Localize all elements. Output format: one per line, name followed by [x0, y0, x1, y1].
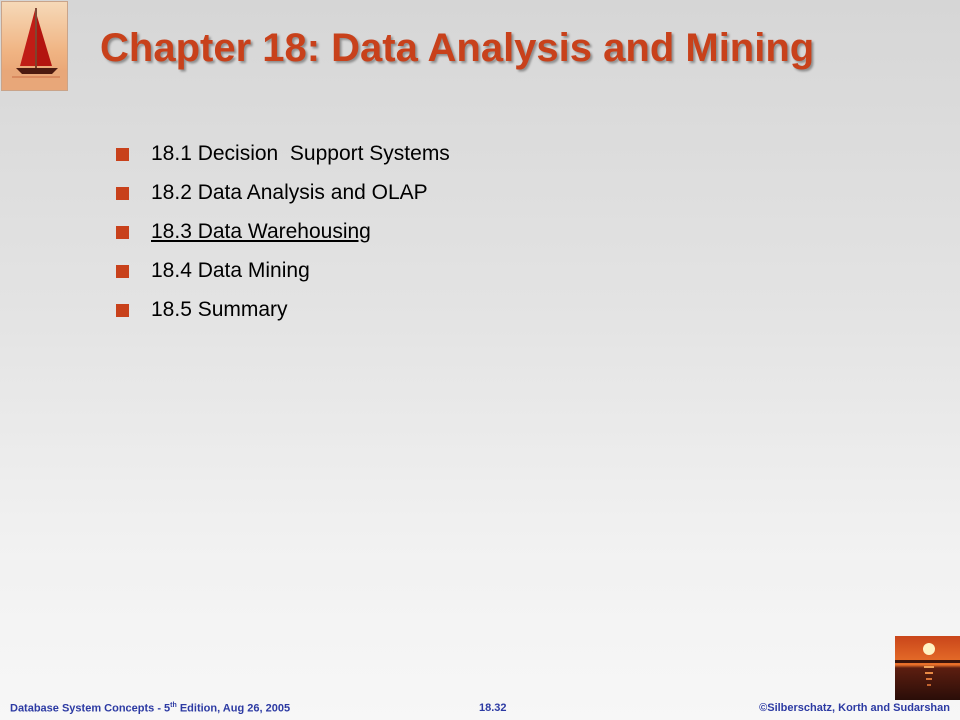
bullet-item[interactable] — [116, 220, 450, 259]
bullet-item — [116, 181, 450, 220]
bullet-text: 18.1 Decision Support Systems — [151, 142, 450, 165]
bullet-item — [116, 298, 450, 337]
slide-title: Chapter 18: Data Analysis and Mining — [100, 26, 815, 70]
book-edition-label: Database System Concepts - 5th Edition, Aug 26, 2005 — [10, 702, 291, 715]
bullet-text: 18.4 Data Mining — [151, 259, 310, 282]
sunset-logo — [895, 636, 960, 700]
bullet-text: 18.5 Summary — [151, 298, 288, 321]
square-bullet-icon — [116, 148, 129, 161]
slide-footer — [0, 700, 960, 716]
copyright-label: ©Silberschatz, Korth and Sudarshan — [759, 702, 950, 714]
bullet-list — [116, 142, 450, 337]
bullet-text: 18.2 Data Analysis and OLAP — [151, 181, 428, 204]
square-bullet-icon — [116, 265, 129, 278]
square-bullet-icon — [116, 187, 129, 200]
sailboat-logo — [1, 1, 68, 91]
bullet-item — [116, 259, 450, 298]
square-bullet-icon — [116, 226, 129, 239]
bullet-link-text[interactable]: 18.3 Data Warehousing — [151, 220, 371, 243]
page-number: 18.32 — [479, 702, 507, 714]
square-bullet-icon — [116, 304, 129, 317]
bullet-item — [116, 142, 450, 181]
